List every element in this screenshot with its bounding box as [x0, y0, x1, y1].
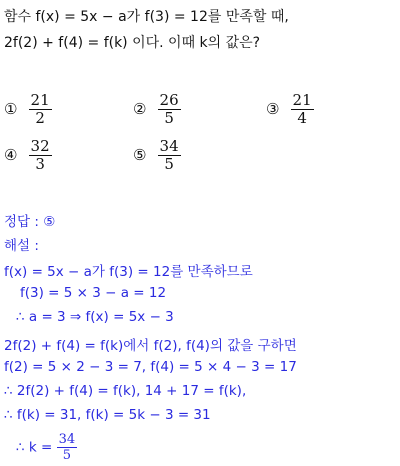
choice-5-fraction [158, 138, 181, 173]
choice-1-mark: ① [4, 100, 18, 118]
choice-2-numerator: 26 [159, 91, 179, 109]
choice-3-denominator: 4 [291, 109, 314, 127]
choice-3-fraction [291, 92, 314, 127]
choice-5-numerator: 34 [159, 137, 179, 155]
choice-4-denominator: 3 [29, 155, 52, 173]
choice-2-fraction [158, 92, 181, 127]
solution-final [16, 432, 77, 463]
question-line-2: 2f(2) + f(4) = f(k) 이다. 이때 k의 값은? [4, 35, 261, 51]
solution-final-denominator: 5 [57, 447, 78, 463]
choice-3[interactable] [266, 92, 314, 127]
solution-line-5: f(2) = 5 × 2 − 3 = 7, f(4) = 5 × 4 − 3 = 17 [4, 359, 297, 375]
question-line-1: 함수 f(x) = 5x − a가 f(3) = 12를 만족할 때, [4, 9, 289, 25]
solution-line-1: f(x) = 5x − a가 f(3) = 12를 만족하므로 [4, 264, 253, 280]
solution-heading: 해설 : [4, 238, 39, 254]
choice-4[interactable] [4, 138, 52, 173]
choice-1-denominator: 2 [29, 109, 52, 127]
solution-line-7: ∴ f(k) = 31, f(k) = 5k − 3 = 31 [4, 407, 211, 423]
choice-1-fraction [29, 92, 52, 127]
choice-5[interactable] [133, 138, 181, 173]
choice-3-numerator: 21 [292, 91, 312, 109]
solution-line-2: f(3) = 5 × 3 − a = 12 [20, 285, 167, 301]
choice-3-mark: ③ [266, 100, 280, 118]
solution-line-4: 2f(2) + f(4) = f(k)에서 f(2), f(4)의 값을 구하면 [4, 338, 297, 354]
choice-2[interactable] [133, 92, 181, 127]
choice-1-numerator: 21 [30, 91, 50, 109]
solution-final-prefix: ∴ k = [16, 439, 57, 456]
choice-5-denominator: 5 [158, 155, 181, 173]
solution-final-numerator: 34 [58, 432, 76, 447]
choice-2-mark: ② [133, 100, 147, 118]
solution-line-6: ∴ 2f(2) + f(4) = f(k), 14 + 17 = f(k), [4, 383, 247, 399]
solution-final-fraction [57, 432, 78, 463]
choice-2-denominator: 5 [158, 109, 181, 127]
choice-1[interactable] [4, 92, 52, 127]
solution-line-3: ∴ a = 3 ⇒ f(x) = 5x − 3 [16, 309, 174, 325]
choice-4-mark: ④ [4, 146, 18, 164]
answer-label: 정답 : ⑤ [4, 214, 56, 230]
choice-5-mark: ⑤ [133, 146, 147, 164]
choice-4-numerator: 32 [30, 137, 50, 155]
choice-4-fraction [29, 138, 52, 173]
